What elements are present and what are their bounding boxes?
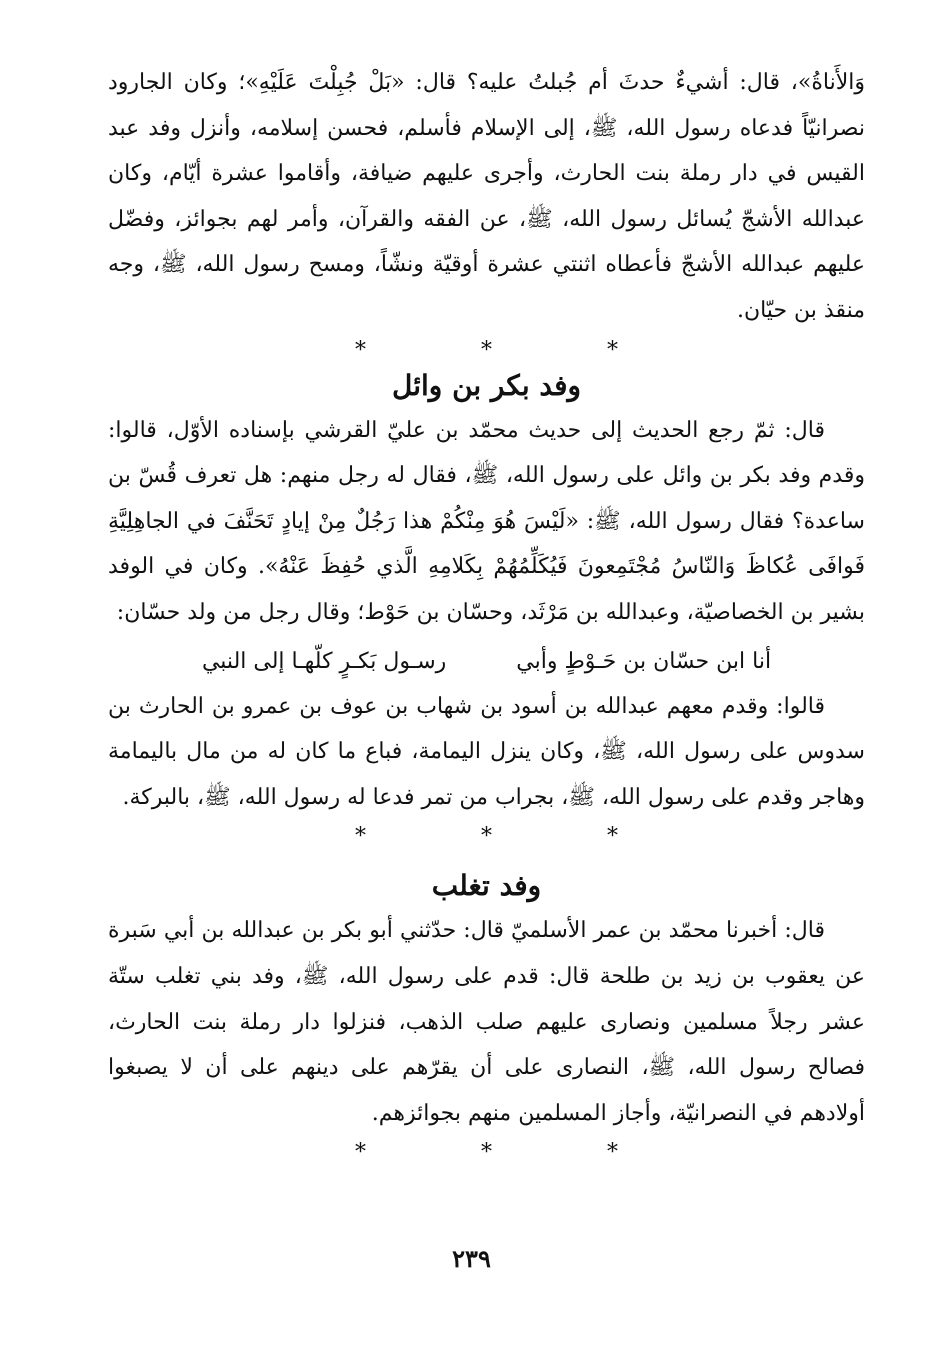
- taghlib-paragraph-1: قال: أخبرنا محمّد بن عمر الأسلميّ قال: حدّثني أبو بكر بن عبدالله بن أبي سَبرة عن يعقوب بن زيد بن طلحة قال: قدم على رسول الله، ﷺ، وفد بني تغلب ستّة عشر رجلاً مسلمين ونصارى عليهم صلب الذهب، فنزلوا دار رملة بنت الحارث، فصالح رسول الله، ﷺ، النصارى على أن يقرّهم على دينهم على أن لا يصبغوا أولادهم في النصرانيّة، وأجاز المسلمين منهم بجوائزهم.: [108, 918, 865, 1126]
- page-number: ٢٣٩: [452, 1244, 491, 1273]
- bakr-paragraph-1: قال: ثمّ رجع الحديث إلى حديث محمّد بن عليّ القرشي بإسناده الأوّل، قالوا: وقدم وفد بكر بن وائل على رسول الله، ﷺ، فقال له رجل منهم: هل تعرف قُسّ بن ساعدة؟ فقال رسول الله، ﷺ: «لَيْسَ هُوَ مِنْكُمْ هذا رَجُلٌ مِنْ إيادٍ تَحَنَّفَ في الجاهِلِيَّةِ فَوافَى عُكاظَ وَالنّاسُ مُجْتَمِعونَ فَيُكَلِّمُهُمْ بِكَلامِهِ الَّذي حُفِظَ عَنْهُ». وكان في الوفد بشير بن الخصاصيّة، وعبدالله بن مَرْثَد، وحسّان بن حَوْط؛ وقال رجل من ولد حسّان:: [108, 417, 865, 625]
- section-title-taghlib: وفد تغلب: [431, 869, 542, 903]
- poem-verse: [108, 640, 865, 684]
- verse-second-hemistich: رسـول بَكـرٍ كلّهـا إلى النبي: [201, 648, 447, 674]
- page-content: [108, 60, 865, 1164]
- section-separator: * * *: [355, 337, 672, 363]
- section-title-bakr: وفد بكر بن وائل: [392, 368, 581, 402]
- bakr-paragraph-2: قالوا: وقدم معهم عبدالله بن أسود بن شهاب بن عوف بن عمرو بن الحارث بن سدوس على رسول الله، ﷺ، وكان ينزل اليمامة، فباع ما كان له من مال باليمامة وهاجر وقدم على رسول الله، ﷺ، بجراب من تمر فدعا له رسول الله، ﷺ، بالبركة.: [108, 693, 865, 810]
- intro-paragraph: وَالأَناةُ»، قال: أشيءٌ حدثَ أم جُبلتُ عليه؟ قال: «بَلْ جُبِلْتَ عَلَيْهِ»؛ وكان الجارود نصرانيّاً فدعاه رسول الله، ﷺ، إلى الإسلام فأسلم، فحسن إسلامه، وأنزل وفد عبد القيس في دار رملة بنت الحارث، وأجرى عليهم ضيافة، وأقاموا عشرة أيّام، وكان عبدالله الأشجّ يُسائل رسول الله، ﷺ، عن الفقه والقرآن، وأمر لهم بجوائز، وفضّل عليهم عبدالله الأشجّ فأعطاه اثنتي عشرة أوقيّة ونشّاً، ومسح رسول الله، ﷺ، وجه منقذ بن حيّان.: [108, 70, 865, 323]
- verse-first-hemistich: أنا ابن حسّان بن حَـوْطٍ وأبي: [516, 648, 772, 674]
- section-separator: * * *: [355, 1140, 672, 1166]
- section-separator: * * *: [355, 824, 672, 850]
